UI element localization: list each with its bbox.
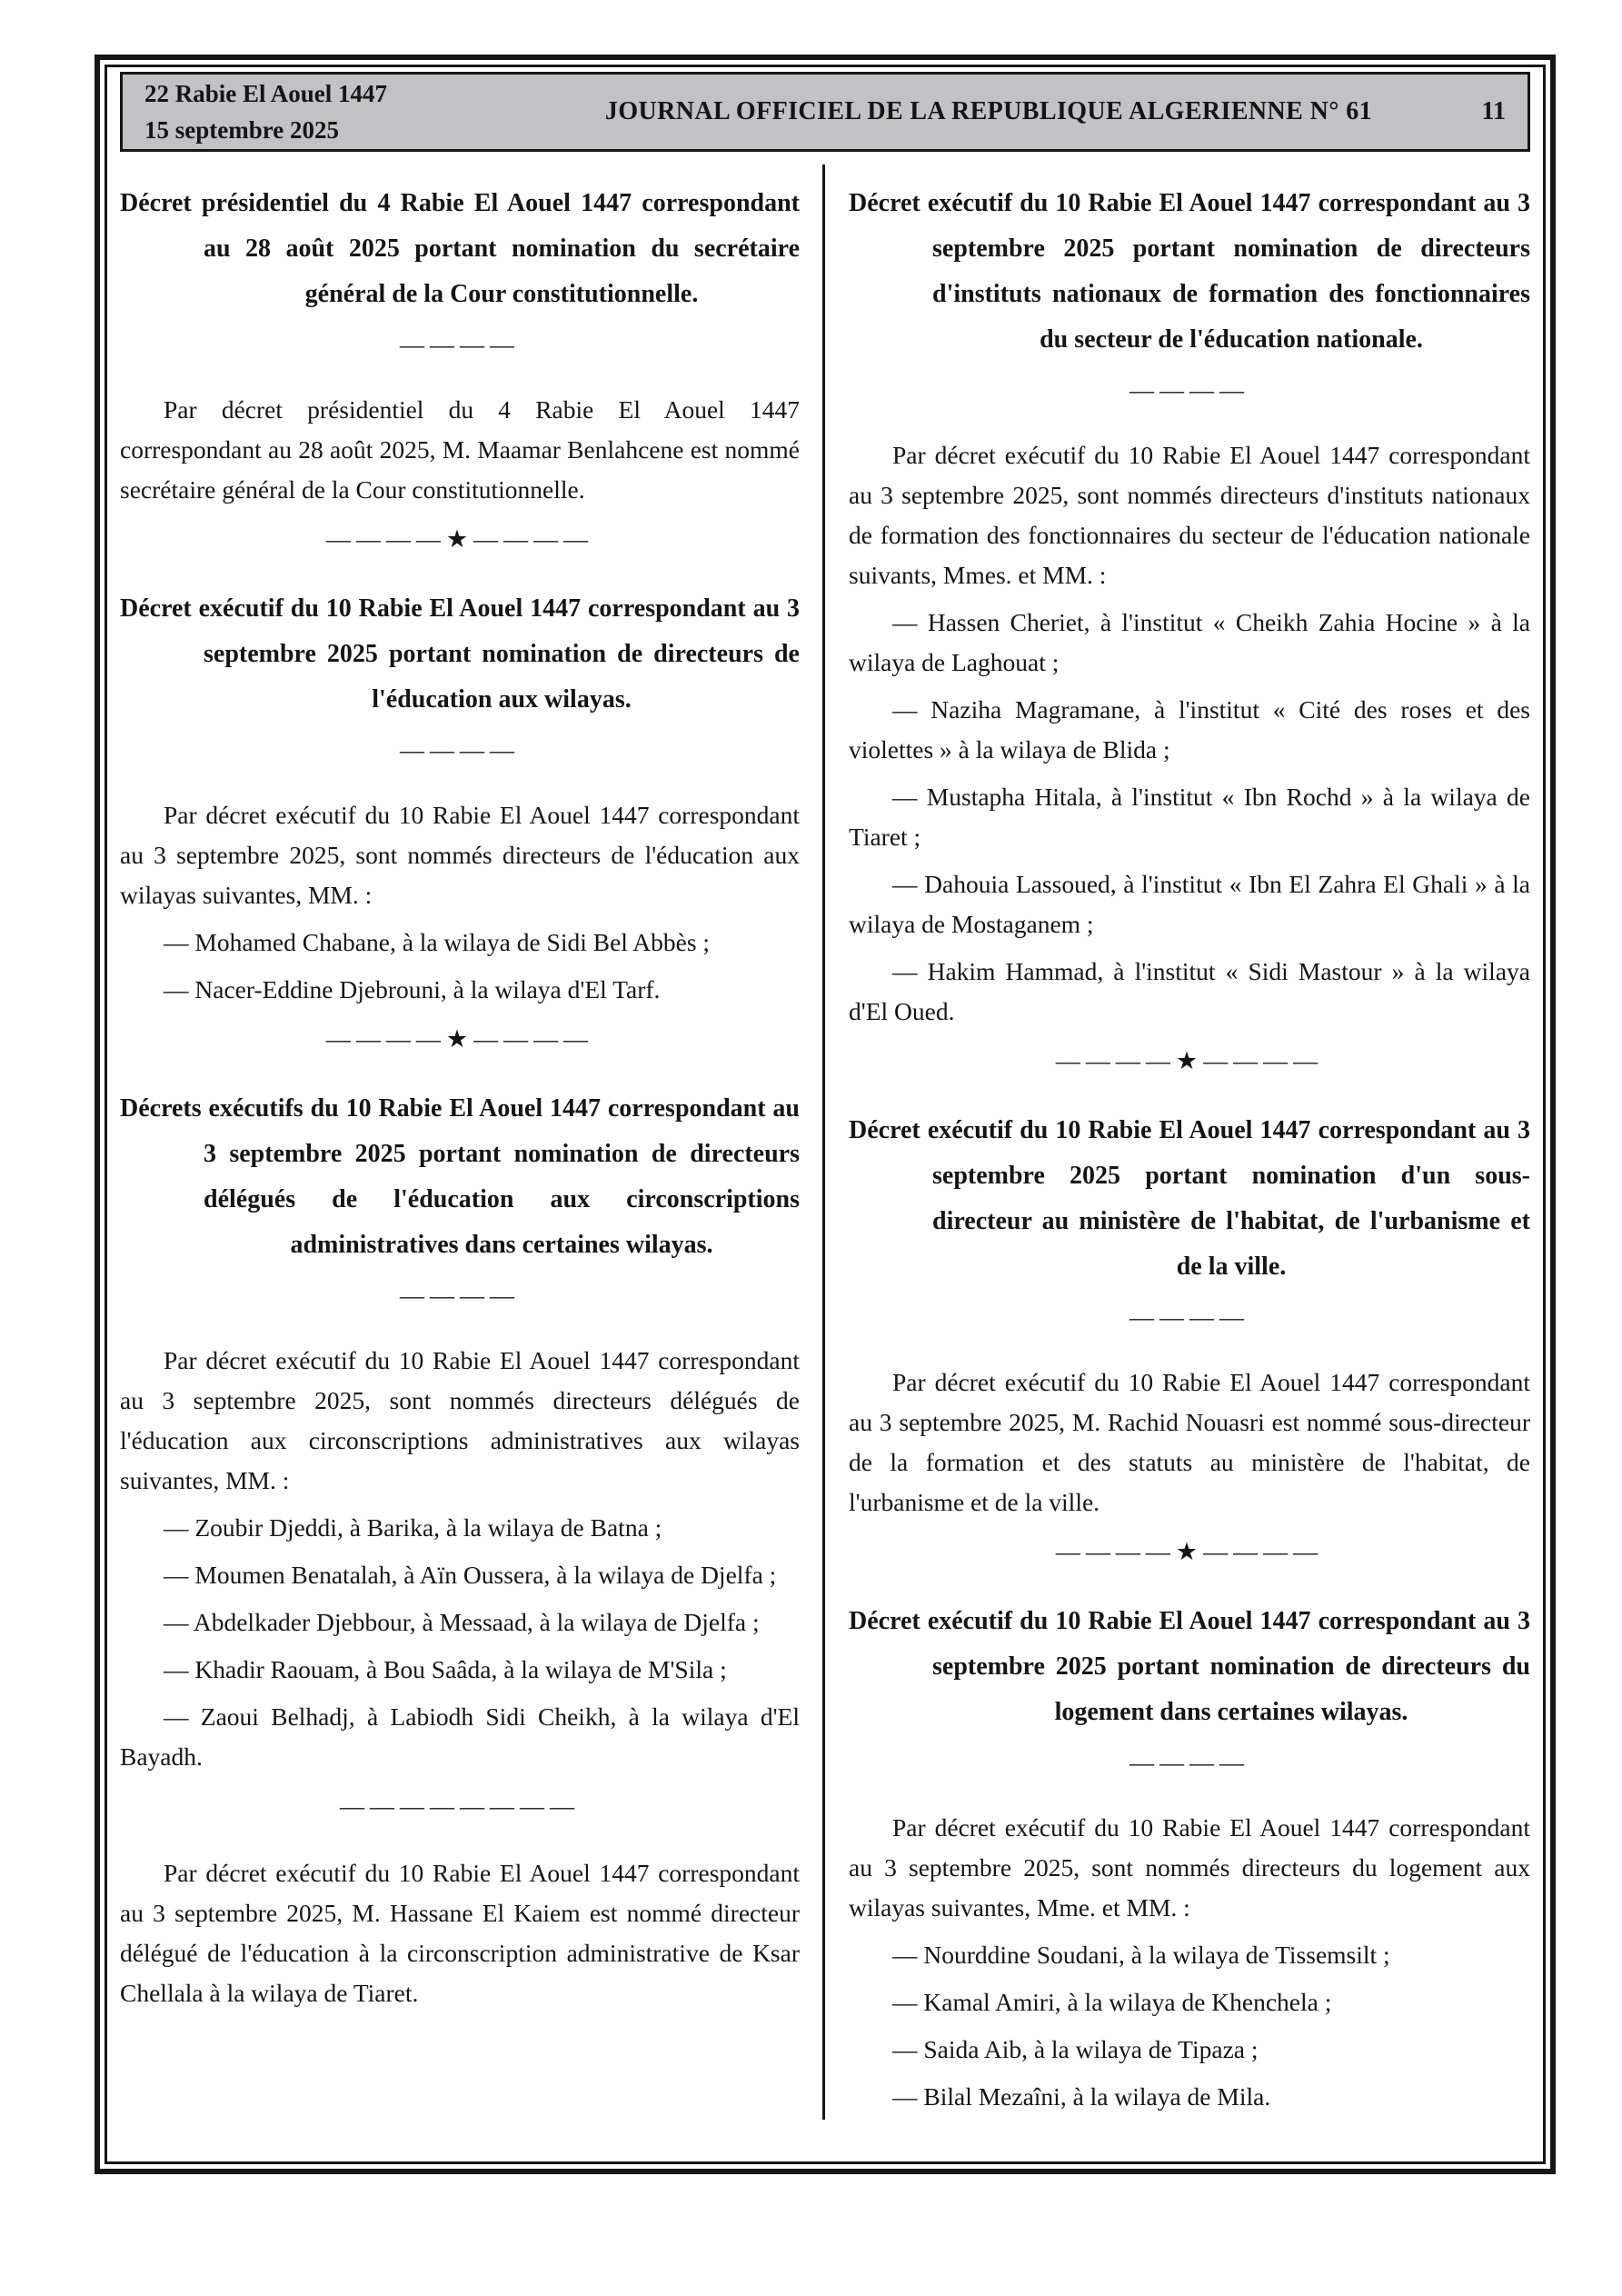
page-number: 11: [1481, 97, 1506, 125]
decree-title: Décret exécutif du 10 Rabie El Aouel 1447 correspondant au 3 septembre 2025 portant nomination de directeurs d'instituts nationaux de formation des fonctionnaires du secteur de l'éducation nationale.: [849, 189, 1530, 354]
decree-title: Décret exécutif du 10 Rabie El Aouel 1447 correspondant au 3 septembre 2025 portant nomination de directeurs de l'éducation aux wilayas.: [120, 594, 800, 714]
star-separator: ————★————: [1055, 1538, 1324, 1565]
star-separator: ————★————: [1055, 1047, 1324, 1074]
decree-list-item: — Khadir Raouam, à Bou Saâda, à la wilaya de M'Sila ;: [164, 1655, 727, 1683]
separator: ————: [1129, 1749, 1249, 1776]
separator: ————: [1129, 1303, 1249, 1331]
decree-list-item: — Bilal Mezaîni, à la wilaya de Mila.: [892, 2082, 1271, 2111]
decree-list-item: — Abdelkader Djebbour, à Messaad, à la wilaya de Djelfa ;: [164, 1608, 760, 1636]
decree-list-item: — Hassen Cheriet, à l'institut « Cheikh Zahia Hocine » à la wilaya de Laghouat ;: [849, 608, 1530, 676]
masthead-dates: [144, 75, 535, 148]
left-column: [120, 157, 800, 2161]
date-hijri: 22 Rabie El Aouel 1447: [144, 80, 388, 107]
content-area: [120, 157, 1530, 2161]
decree-paragraph: Par décret exécutif du 10 Rabie El Aouel 1447 correspondant au 3 septembre 2025, sont nommés directeurs du logement aux wilayas suivantes, Mme. et MM. :: [849, 1813, 1530, 1922]
star-separator: ————★————: [325, 1025, 594, 1053]
masthead: [120, 72, 1530, 152]
decree-list-item: — Naziha Magramane, à l'institut « Cité des roses et des violettes » à la wilaya de Blida ;: [849, 695, 1530, 764]
decree-list-item: — Mustapha Hitala, à l'institut « Ibn Rochd » à la wilaya de Tiaret ;: [849, 783, 1530, 851]
separator: ————: [1129, 376, 1249, 404]
decree-paragraph: Par décret exécutif du 10 Rabie El Aouel 1447 correspondant au 3 septembre 2025, sont nommés directeurs d'instituts nationaux de formation des fonctionnaires du secteur de l'éducation nationale suivants, Mmes. et MM. :: [849, 441, 1530, 589]
long-separator: ————————: [340, 1792, 580, 1820]
decree-list-item: — Dahouia Lassoued, à l'institut « Ibn El Zahra El Ghali » à la wilaya de Mostaganem ;: [849, 870, 1530, 938]
decree-list-item: — Nourddine Soudani, à la wilaya de Tissemsilt ;: [892, 1941, 1390, 1969]
decree-paragraph: Par décret présidentiel du 4 Rabie El Aouel 1447 correspondant au 28 août 2025, M. Maamar Benlahcene est nommé secrétaire général de la Cour constitutionnelle.: [120, 395, 800, 504]
decree-list-item: — Nacer-Eddine Djebrouni, à la wilaya d'El Tarf.: [164, 975, 661, 1003]
decree-paragraph: Par décret exécutif du 10 Rabie El Aouel 1447 correspondant au 3 septembre 2025, M. Hassane El Kaiem est nommé directeur délégué de l'éducation à la circonscription administrative de Ksar Chellala à la wilaya de Tiaret.: [120, 1859, 800, 2007]
star-separator: ————★————: [325, 525, 594, 553]
decree-list-item: — Moumen Benatalah, à Aïn Oussera, à la wilaya de Djelfa ;: [164, 1561, 777, 1589]
date-gregorian: 15 septembre 2025: [144, 116, 339, 144]
journal-page-frame: [95, 55, 1556, 2174]
decree-list-item: — Zaoui Belhadj, à Labiodh Sidi Cheikh, à la wilaya d'El Bayadh.: [120, 1702, 800, 1771]
decree-list-item: — Hakim Hammad, à l'institut « Sidi Mastour » à la wilaya d'El Oued.: [849, 957, 1530, 1025]
decree-list-item: — Kamal Amiri, à la wilaya de Khenchela ;: [892, 1988, 1332, 2016]
decree-title: Décret exécutif du 10 Rabie El Aouel 1447 correspondant au 3 septembre 2025 portant nomination d'un sous-directeur au ministère de l'habitat, de l'urbanisme et de la ville.: [849, 1116, 1530, 1281]
decree-paragraph: Par décret exécutif du 10 Rabie El Aouel 1447 correspondant au 3 septembre 2025, sont nommés directeurs délégués de l'éducation aux circonscriptions administratives aux wilayas suivantes, MM. :: [120, 1346, 800, 1494]
separator: ————: [400, 736, 520, 764]
decree-title: Décret présidentiel du 4 Rabie El Aouel 1447 correspondant au 28 août 2025 portant nomination du secrétaire général de la Cour constitutionnelle.: [120, 189, 800, 308]
decree-list-item: — Zoubir Djeddi, à Barika, à la wilaya de Batna ;: [164, 1513, 662, 1542]
decree-list-item: — Mohamed Chabane, à la wilaya de Sidi Bel Abbès ;: [164, 928, 711, 956]
journal-title: JOURNAL OFFICIEL DE LA REPUBLIQUE ALGERIENNE N° 61: [604, 97, 1373, 125]
separator: ————: [400, 331, 520, 358]
decree-title: Décret exécutif du 10 Rabie El Aouel 1447 correspondant au 3 septembre 2025 portant nomination de directeurs du logement dans certaines wilayas.: [849, 1607, 1530, 1726]
decree-paragraph: Par décret exécutif du 10 Rabie El Aouel 1447 correspondant au 3 septembre 2025, M. Rachid Nouasri est nommé sous-directeur de la formation et des statuts au ministère de l'habitat, de l'urbanisme et de la ville.: [849, 1368, 1530, 1516]
decree-list-item: — Saida Aib, à la wilaya de Tipaza ;: [892, 2035, 1259, 2063]
journal-page-inner-frame: [104, 65, 1546, 2164]
decree-paragraph: Par décret exécutif du 10 Rabie El Aouel 1447 correspondant au 3 septembre 2025, sont nommés directeurs de l'éducation aux wilayas suivantes, MM. :: [120, 801, 800, 909]
column-divider: [822, 165, 825, 2120]
right-column: [849, 157, 1530, 2161]
decree-title: Décrets exécutifs du 10 Rabie El Aouel 1447 correspondant au 3 septembre 2025 portant nomination de directeurs délégués de l'éducation aux circonscriptions administratives dans certaines wilayas.: [120, 1094, 800, 1259]
separator: ————: [400, 1282, 520, 1309]
